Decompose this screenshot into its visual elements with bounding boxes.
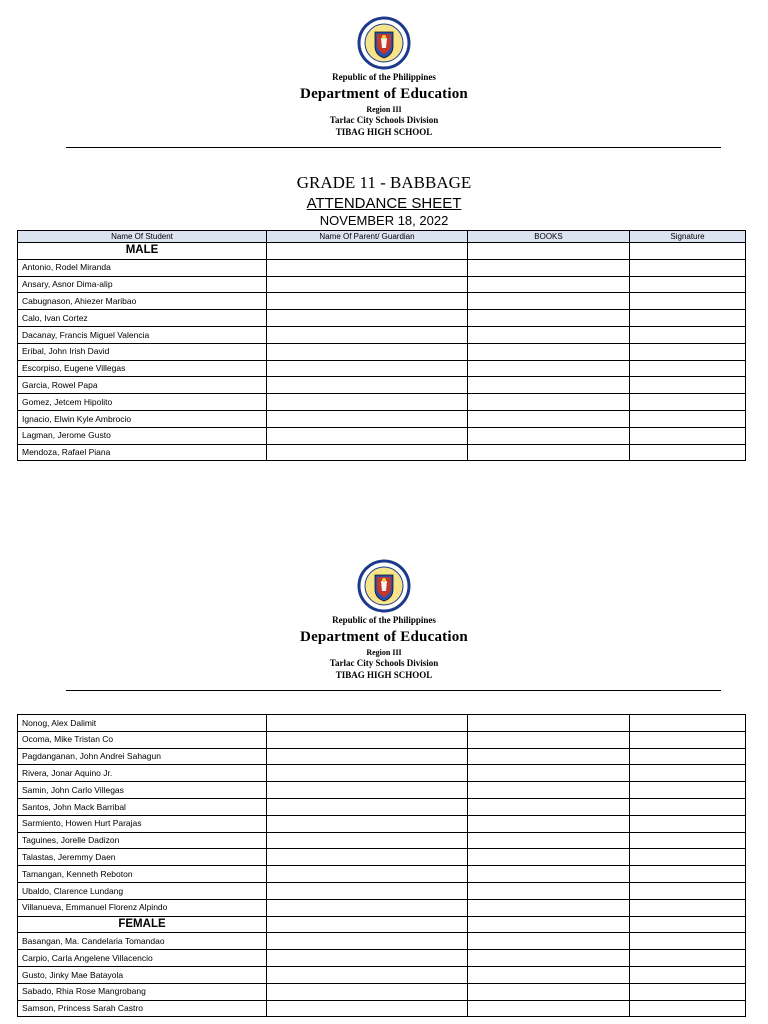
signature-cell xyxy=(630,782,746,799)
table-row xyxy=(18,882,746,899)
table-row xyxy=(18,866,746,883)
student-name: Calo, Ivan Cortez xyxy=(18,310,267,327)
parent-cell xyxy=(267,966,468,983)
table-row xyxy=(18,849,746,866)
table-row xyxy=(18,950,746,967)
student-name: Ignacio, Elwin Kyle Ambrocio xyxy=(18,410,267,427)
table-row xyxy=(18,326,746,343)
parent-cell xyxy=(267,899,468,916)
table-row xyxy=(18,427,746,444)
table-row xyxy=(18,933,746,950)
signature-cell xyxy=(630,427,746,444)
group-label-female: FEMALE xyxy=(18,916,267,933)
student-name: Sarmiento, Howen Hurt Parajas xyxy=(18,815,267,832)
table-row xyxy=(18,410,746,427)
table-row xyxy=(18,966,746,983)
parent-cell xyxy=(267,410,468,427)
books-cell xyxy=(468,394,630,411)
parent-cell xyxy=(267,360,468,377)
parent-cell xyxy=(267,798,468,815)
signature-cell xyxy=(630,259,746,276)
student-name: Rivera, Jonar Aquino Jr. xyxy=(18,765,267,782)
books-cell xyxy=(468,983,630,1000)
table-row xyxy=(18,731,746,748)
department-title: Department of Education xyxy=(300,86,468,102)
student-name: Talastas, Jeremmy Daen xyxy=(18,849,267,866)
division-label: Tarlac City Schools Division xyxy=(329,115,439,125)
parent-cell xyxy=(267,276,468,293)
student-name: Garcia, Rowel Papa xyxy=(18,377,267,394)
parent-cell xyxy=(267,731,468,748)
attendance-table-page1 xyxy=(17,230,746,461)
signature-cell xyxy=(630,343,746,360)
group-row-female xyxy=(18,916,746,933)
books-cell xyxy=(468,377,630,394)
student-name: Tamangan, Kenneth Reboton xyxy=(18,866,267,883)
books-cell xyxy=(468,276,630,293)
signature-cell xyxy=(630,849,746,866)
republic-label: Republic of the Philippines xyxy=(332,72,436,82)
column-header-signature: Signature xyxy=(630,231,746,243)
books-cell xyxy=(468,933,630,950)
student-name: Santos, John Mack Barribal xyxy=(18,798,267,815)
books-cell xyxy=(468,259,630,276)
signature-cell xyxy=(630,882,746,899)
column-header-parent: Name Of Parent/ Guardian xyxy=(267,231,468,243)
parent-cell xyxy=(267,293,468,310)
republic-label: Republic of the Philippines xyxy=(332,615,436,625)
parent-cell xyxy=(267,866,468,883)
parent-cell xyxy=(267,377,468,394)
books-cell xyxy=(468,832,630,849)
table-row xyxy=(18,310,746,327)
table-row xyxy=(18,765,746,782)
table-row xyxy=(18,259,746,276)
books-cell xyxy=(468,410,630,427)
books-cell xyxy=(468,444,630,461)
parent-cell xyxy=(267,310,468,327)
signature-cell xyxy=(630,966,746,983)
student-name: Lagman, Jerome Gusto xyxy=(18,427,267,444)
table-row xyxy=(18,832,746,849)
parent-cell xyxy=(267,832,468,849)
class-title: GRADE 11 - BABBAGE xyxy=(296,173,472,192)
student-name: Samin, John Carlo Villegas xyxy=(18,782,267,799)
table-row xyxy=(18,444,746,461)
student-name: Eribal, John Irish David xyxy=(18,343,267,360)
table-row xyxy=(18,293,746,310)
parent-cell xyxy=(267,1000,468,1017)
books-cell xyxy=(468,882,630,899)
table-header-row xyxy=(18,231,746,243)
parent-cell xyxy=(267,444,468,461)
signature-cell xyxy=(630,815,746,832)
student-name: Carpio, Carla Angelene Villacencio xyxy=(18,950,267,967)
attendance-table-page2 xyxy=(17,714,746,1017)
books-cell xyxy=(468,849,630,866)
parent-cell xyxy=(267,765,468,782)
table-row xyxy=(18,715,746,732)
signature-cell xyxy=(630,899,746,916)
parent-cell xyxy=(267,933,468,950)
parent-cell xyxy=(267,815,468,832)
signature-cell xyxy=(630,748,746,765)
table-row xyxy=(18,343,746,360)
signature-cell xyxy=(630,410,746,427)
student-name: Ansary, Asnor Dima-alip xyxy=(18,276,267,293)
signature-cell xyxy=(630,983,746,1000)
signature-cell xyxy=(630,326,746,343)
books-cell xyxy=(468,715,630,732)
table-row xyxy=(18,748,746,765)
sheet-date: NOVEMBER 18, 2022 xyxy=(319,213,449,228)
parent-cell xyxy=(267,983,468,1000)
student-name: Samson, Princess Sarah Castro xyxy=(18,1000,267,1017)
parent-cell xyxy=(267,394,468,411)
department-title: Department of Education xyxy=(300,629,468,645)
sheet-title: ATTENDANCE SHEET xyxy=(306,195,462,212)
signature-cell xyxy=(630,293,746,310)
parent-cell xyxy=(267,715,468,732)
parent-cell xyxy=(267,343,468,360)
deped-seal-icon xyxy=(357,16,411,70)
header-divider xyxy=(66,147,721,148)
deped-seal-icon xyxy=(357,559,411,613)
student-name: Ubaldo, Clarence Lundang xyxy=(18,882,267,899)
signature-cell xyxy=(630,798,746,815)
books-cell xyxy=(468,815,630,832)
books-cell xyxy=(468,731,630,748)
division-label: Tarlac City Schools Division xyxy=(329,658,439,668)
books-cell xyxy=(468,899,630,916)
table-row xyxy=(18,276,746,293)
signature-cell xyxy=(630,866,746,883)
table-row xyxy=(18,377,746,394)
student-name: Sabado, Rhia Rose Mangrobang xyxy=(18,983,267,1000)
books-cell xyxy=(468,966,630,983)
group-row-male xyxy=(18,243,746,260)
books-cell xyxy=(468,748,630,765)
student-name: Taguines, Jorelle Dadizon xyxy=(18,832,267,849)
school-label: TIBAG HIGH SCHOOL xyxy=(335,127,433,137)
parent-cell xyxy=(267,882,468,899)
signature-cell xyxy=(630,360,746,377)
books-cell xyxy=(468,866,630,883)
parent-cell xyxy=(267,326,468,343)
signature-cell xyxy=(630,377,746,394)
column-header-student: Name Of Student xyxy=(18,231,267,243)
table-row xyxy=(18,899,746,916)
header-divider xyxy=(66,690,721,691)
student-name: Nonog, Alex Dalimit xyxy=(18,715,267,732)
school-label: TIBAG HIGH SCHOOL xyxy=(335,670,433,680)
region-label: Region III xyxy=(366,648,402,657)
signature-cell xyxy=(630,950,746,967)
student-name: Gusto, Jinky Mae Batayola xyxy=(18,966,267,983)
table-row xyxy=(18,360,746,377)
books-cell xyxy=(468,782,630,799)
books-cell xyxy=(468,360,630,377)
table-row xyxy=(18,983,746,1000)
student-name: Cabugnason, Ahiezer Maribao xyxy=(18,293,267,310)
student-name: Ocoma, Mike Tristan Co xyxy=(18,731,267,748)
signature-cell xyxy=(630,1000,746,1017)
signature-cell xyxy=(630,715,746,732)
student-name: Dacanay, Francis Miguel Valencia xyxy=(18,326,267,343)
signature-cell xyxy=(630,276,746,293)
parent-cell xyxy=(267,748,468,765)
student-name: Basangan, Ma. Candelaria Tomandao xyxy=(18,933,267,950)
signature-cell xyxy=(630,394,746,411)
signature-cell xyxy=(630,765,746,782)
books-cell xyxy=(468,798,630,815)
books-cell xyxy=(468,765,630,782)
books-cell xyxy=(468,310,630,327)
table-row xyxy=(18,1000,746,1017)
group-label-male: MALE xyxy=(18,243,267,260)
parent-cell xyxy=(267,427,468,444)
parent-cell xyxy=(267,849,468,866)
signature-cell xyxy=(630,444,746,461)
region-label: Region III xyxy=(366,105,402,114)
signature-cell xyxy=(630,310,746,327)
signature-cell xyxy=(630,731,746,748)
books-cell xyxy=(468,427,630,444)
table-row xyxy=(18,798,746,815)
student-name: Mendoza, Rafael Piana xyxy=(18,444,267,461)
table-row xyxy=(18,815,746,832)
parent-cell xyxy=(267,259,468,276)
column-header-books: BOOKS xyxy=(468,231,630,243)
student-name: Gomez, Jetcem Hipolito xyxy=(18,394,267,411)
signature-cell xyxy=(630,933,746,950)
student-name: Pagdanganan, John Andrei Sahagun xyxy=(18,748,267,765)
parent-cell xyxy=(267,782,468,799)
books-cell xyxy=(468,293,630,310)
parent-cell xyxy=(267,950,468,967)
table-row xyxy=(18,394,746,411)
signature-cell xyxy=(630,832,746,849)
books-cell xyxy=(468,950,630,967)
books-cell xyxy=(468,343,630,360)
student-name: Villanueva, Emmanuel Florenz Alpindo xyxy=(18,899,267,916)
student-name: Antonio, Rodel Miranda xyxy=(18,259,267,276)
student-name: Escorpiso, Eugene Villegas xyxy=(18,360,267,377)
books-cell xyxy=(468,1000,630,1017)
books-cell xyxy=(468,326,630,343)
table-row xyxy=(18,782,746,799)
